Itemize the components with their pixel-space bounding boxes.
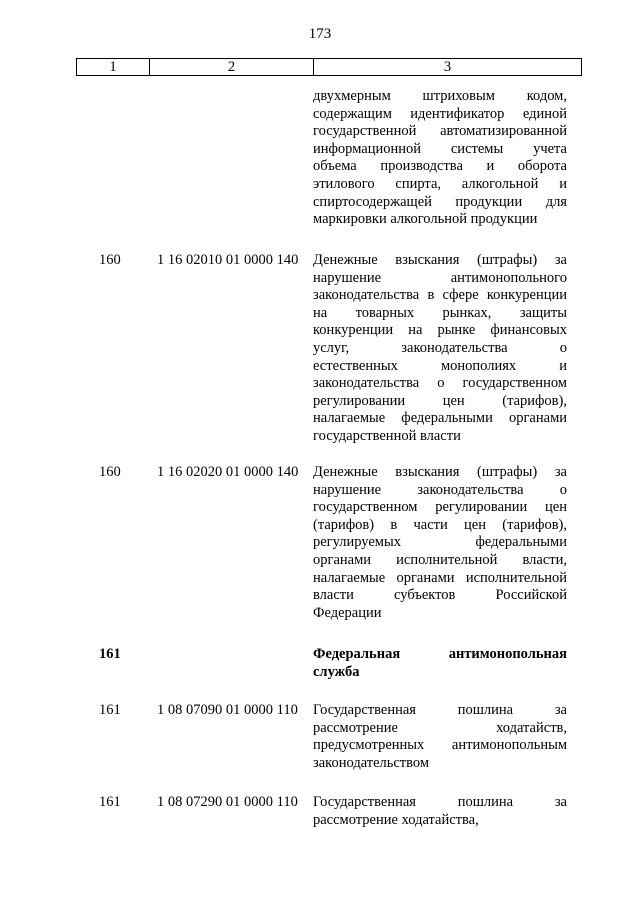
word: защиты	[519, 304, 567, 321]
word: субъектов	[394, 587, 456, 604]
word: продукции	[455, 193, 523, 210]
description-line: маркировки алкогольной продукции	[313, 211, 538, 228]
description-line	[313, 570, 567, 588]
budget-code-cell: 1 08 07290 01 0000 110	[157, 794, 298, 810]
word: алкогольной	[461, 175, 539, 192]
description-line	[313, 358, 567, 376]
word: антимонопольным	[451, 737, 567, 754]
word: цен	[545, 499, 567, 516]
description-line	[313, 88, 567, 106]
word: законодательства	[313, 287, 420, 304]
description-line: государственной власти	[313, 427, 461, 444]
word: Федеральная	[313, 646, 401, 662]
word: единой	[522, 105, 567, 122]
description-line	[313, 158, 567, 176]
word: конкуренции	[486, 287, 567, 304]
word: взыскания	[395, 252, 460, 268]
admin-code-cell: 161	[99, 794, 121, 810]
word: налагаемые	[313, 410, 386, 427]
word: власти	[313, 587, 354, 604]
word: рынках,	[442, 304, 492, 321]
word: Денежные	[313, 464, 378, 480]
word: и	[486, 158, 495, 175]
word: нарушение	[313, 481, 382, 498]
word: за	[554, 252, 567, 268]
description-line	[313, 340, 567, 358]
word: законодательства	[313, 375, 420, 392]
description-cell	[313, 646, 567, 681]
word: исполнительной	[396, 551, 498, 568]
description-line	[313, 646, 567, 664]
description-line	[313, 737, 567, 755]
word: о	[559, 339, 567, 356]
word: идентификатор	[410, 105, 505, 122]
description-line: Федерации	[313, 604, 382, 621]
description-line	[313, 702, 567, 720]
word: в	[427, 287, 435, 304]
word: федеральными	[401, 410, 493, 427]
word: информационной	[313, 140, 422, 157]
word: взыскания	[395, 464, 460, 480]
description-line	[313, 587, 567, 605]
description-cell	[313, 794, 567, 829]
description-line	[313, 106, 567, 124]
word: кодом,	[526, 88, 567, 104]
word: штриховым	[422, 88, 495, 104]
word: спиртосодержащей	[313, 193, 432, 210]
description-line	[313, 720, 567, 738]
word: рассмотрение	[313, 719, 398, 736]
word: федеральными	[475, 534, 567, 551]
word: на	[313, 304, 328, 321]
budget-code-cell: 1 16 02020 01 0000 140	[157, 464, 299, 480]
column-header-2: 2	[150, 59, 314, 76]
description-line	[313, 123, 567, 141]
description-line: служба	[313, 663, 360, 680]
word: нарушение	[313, 269, 382, 286]
word: учета	[533, 140, 567, 157]
description-line	[313, 141, 567, 159]
word: органами	[313, 551, 372, 568]
word: услуг,	[313, 339, 350, 356]
admin-code-cell: 160	[99, 464, 121, 480]
word: Российской	[495, 587, 567, 604]
word: на	[408, 322, 423, 339]
word: в	[390, 516, 398, 533]
word: для	[545, 193, 567, 210]
column-header-3: 3	[314, 59, 582, 76]
word: Государственная	[313, 702, 416, 718]
description-line	[313, 794, 567, 812]
word: власти,	[522, 551, 567, 568]
admin-code-cell: 161	[99, 702, 121, 718]
description-line	[313, 482, 567, 500]
word: (тарифов)	[313, 516, 375, 533]
description-line	[313, 287, 567, 305]
description-line	[313, 270, 567, 288]
description-line	[313, 464, 567, 482]
word: двухмерным	[313, 88, 391, 104]
word: регулировании	[435, 499, 528, 516]
word: органами	[396, 569, 455, 586]
word: ходатайств,	[496, 719, 567, 736]
description-line	[313, 393, 567, 411]
word: органами	[508, 410, 567, 427]
description-line	[313, 252, 567, 270]
word: (тарифов),	[502, 392, 567, 409]
word: автоматизированной	[440, 123, 567, 140]
word: (штрафы)	[477, 464, 538, 480]
word: антимонопольная	[448, 646, 567, 662]
word: пошлина	[457, 702, 514, 718]
column-header-1: 1	[77, 59, 150, 76]
word: содержащим	[313, 105, 392, 122]
word: этилового	[313, 175, 375, 192]
word: системы	[450, 140, 504, 157]
description-cell	[313, 252, 567, 446]
word: объема	[313, 158, 357, 175]
word: и	[559, 175, 567, 192]
description-cell	[313, 88, 567, 229]
word: монополиях	[440, 357, 517, 374]
word: рынке	[437, 322, 476, 339]
word: за	[554, 702, 567, 718]
word: антимонопольного	[450, 269, 567, 286]
description-line	[313, 375, 567, 393]
word: части	[413, 516, 448, 533]
word: товарных	[355, 304, 415, 321]
description-cell	[313, 464, 567, 622]
word: конкуренции	[313, 322, 394, 339]
description-line	[313, 194, 567, 212]
description-line	[313, 410, 567, 428]
description-line: законодательством	[313, 754, 430, 771]
word: налагаемые	[313, 569, 386, 586]
column-header-table	[76, 58, 582, 76]
word: цен	[464, 516, 486, 533]
word: сфере	[442, 287, 479, 304]
page-number: 173	[308, 26, 332, 42]
description-line	[313, 517, 567, 535]
word: цен	[442, 392, 465, 409]
word: финансовых	[490, 322, 567, 339]
word: законодательства	[401, 339, 508, 356]
word: предусмотренных	[313, 737, 425, 754]
description-line	[313, 499, 567, 517]
word: за	[554, 464, 567, 480]
description-cell	[313, 702, 567, 772]
word: регулируемых	[313, 534, 401, 551]
word: Денежные	[313, 252, 378, 268]
word: государственном	[313, 499, 418, 516]
description-line	[313, 305, 567, 323]
description-line	[313, 552, 567, 570]
word: производства	[380, 158, 463, 175]
description-line	[313, 176, 567, 194]
word: о	[437, 375, 445, 392]
word: за	[554, 794, 567, 810]
word: (штрафы)	[477, 252, 538, 268]
word: государственной	[313, 123, 417, 140]
description-line	[313, 534, 567, 552]
word: (тарифов),	[502, 516, 567, 533]
column-header-row	[77, 59, 582, 76]
budget-code-cell: 1 16 02010 01 0000 140	[157, 252, 299, 268]
admin-code-cell: 160	[99, 252, 121, 268]
word: Государственная	[313, 794, 416, 810]
word: и	[559, 357, 567, 374]
word: исполнительной	[465, 569, 567, 586]
word: законодательства	[417, 481, 524, 498]
word: о	[559, 481, 567, 498]
word: естественных	[313, 357, 398, 374]
word: оборота	[517, 158, 567, 175]
admin-code-cell: 161	[99, 646, 121, 662]
word: государственном	[462, 375, 567, 392]
description-line: рассмотрение ходатайства,	[313, 811, 479, 828]
word: регулировании	[313, 392, 406, 409]
word: пошлина	[457, 794, 514, 810]
budget-code-cell: 1 08 07090 01 0000 110	[157, 702, 298, 718]
word: спирта,	[395, 175, 442, 192]
description-line	[313, 322, 567, 340]
